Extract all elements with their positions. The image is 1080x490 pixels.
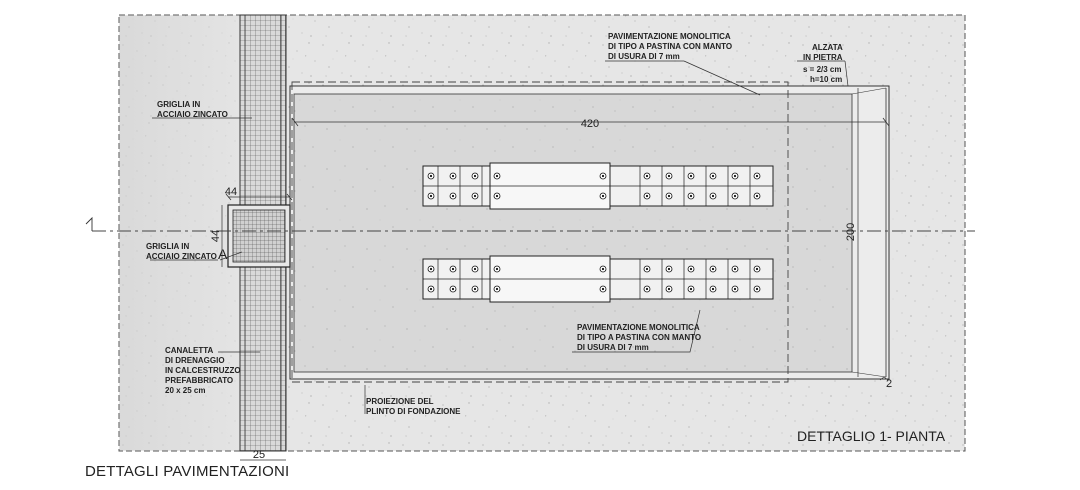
svg-text:s = 2/3 cm: s = 2/3 cm	[803, 65, 842, 74]
page-title: DETTAGLI PAVIMENTAZIONI	[85, 463, 290, 480]
svg-text:IN PIETRA: IN PIETRA	[803, 53, 843, 62]
detail-title: DETTAGLIO 1- PIANTA	[797, 428, 946, 444]
svg-text:IN CALCESTRUZZO: IN CALCESTRUZZO	[165, 366, 241, 375]
svg-text:PAVIMENTAZIONE MONOLITICA: PAVIMENTAZIONE MONOLITICA	[577, 323, 700, 332]
anchor-plate-top	[423, 163, 773, 209]
dimension-curb-text: 2	[886, 378, 893, 390]
anchor-plate-bottom	[423, 256, 773, 302]
svg-text:PAVIMENTAZIONE MONOLITICA: PAVIMENTAZIONE MONOLITICA	[608, 32, 731, 41]
inner-slab	[294, 94, 852, 372]
svg-text:DI TIPO A PASTINA CON MANTO: DI TIPO A PASTINA CON MANTO	[608, 42, 733, 51]
svg-text:20 x 25 cm: 20 x 25 cm	[165, 386, 206, 395]
dimension-channel-text: 25	[252, 449, 266, 461]
svg-text:GRIGLIA IN: GRIGLIA IN	[146, 242, 190, 251]
svg-text:DI DRENAGGIO: DI DRENAGGIO	[165, 356, 225, 365]
svg-text:CANALETTA: CANALETTA	[165, 346, 214, 355]
dimension-width-text: 200	[845, 222, 857, 242]
svg-text:ALZATA: ALZATA	[812, 43, 843, 52]
svg-text:DI TIPO A PASTINA CON MANTO: DI TIPO A PASTINA CON MANTO	[577, 333, 702, 342]
svg-text:PLINTO DI FONDAZIONE: PLINTO DI FONDAZIONE	[366, 407, 461, 416]
dimension-grate-width-text: 44	[224, 186, 238, 198]
svg-text:h=10 cm: h=10 cm	[810, 75, 843, 84]
svg-text:DI USURA DI 7 mm: DI USURA DI 7 mm	[608, 52, 680, 61]
svg-text:GRIGLIA IN: GRIGLIA IN	[157, 100, 201, 109]
section-marker: A	[218, 246, 228, 262]
svg-text:ACCIAIO ZINCATO: ACCIAIO ZINCATO	[157, 110, 228, 119]
svg-text:DI USURA DI 7 mm: DI USURA DI 7 mm	[577, 343, 649, 352]
svg-text:ACCIAIO ZINCATO: ACCIAIO ZINCATO	[146, 252, 217, 261]
dimension-length-text: 420	[580, 118, 600, 130]
svg-text:PREFABBRICATO: PREFABBRICATO	[165, 376, 234, 385]
dimension-grate-height-text: 44	[210, 229, 222, 243]
svg-text:PROIEZIONE DEL: PROIEZIONE DEL	[366, 397, 434, 406]
